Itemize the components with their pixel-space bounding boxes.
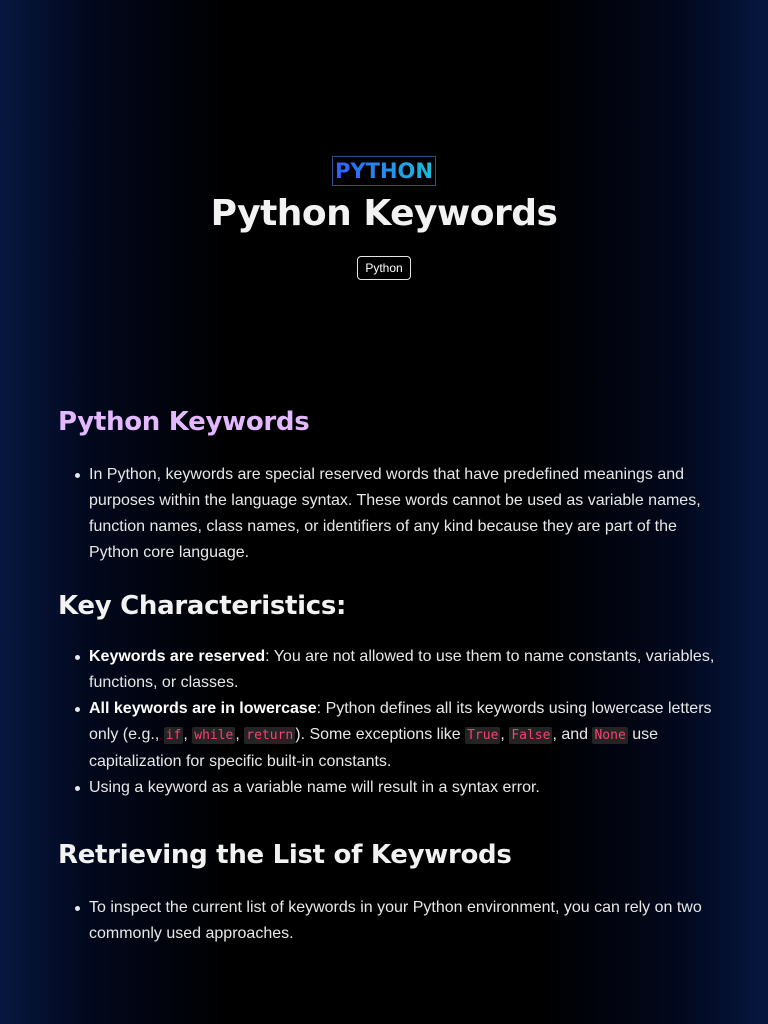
code-keyword-if: if [165, 728, 182, 743]
code-keyword-return: return [246, 728, 294, 743]
list-item [58, 696, 718, 775]
code-keyword-true: True [467, 728, 499, 743]
article-content [58, 404, 718, 947]
separator: , [235, 726, 245, 743]
code-keyword-while: while [194, 728, 234, 743]
list-item-bold: Keywords are reserved [89, 648, 266, 665]
list-item: To inspect the current list of keywords in your Python environment, you can rely on two commonly used approaches. [58, 895, 718, 947]
section-heading-key-characteristics: Key Characteristics: [58, 591, 347, 621]
list-item-text: : Python defines all its keywords using lowercase letters only (e.g., [89, 700, 712, 743]
section-heading-python-keywords: Python Keywords [58, 407, 310, 437]
page-title: Python Keywords [210, 193, 558, 234]
list-item [58, 644, 718, 696]
hero-header [0, 156, 768, 280]
section-list-intro [58, 462, 718, 566]
list-item: In Python, keywords are special reserved words that have predefined meanings and purposes within the language syntax. These words cannot be used as variable names, function names, class names, or identifiers of any kind because they are part of the Python core language. [58, 462, 718, 566]
list-item-text: ). Some exceptions like [295, 726, 466, 743]
section-list-characteristics [58, 644, 718, 801]
list-item-bold: All keywords are in lowercase [89, 700, 317, 717]
list-item: Using a keyword as a variable name will result in a syntax error. [58, 775, 718, 801]
separator: , [183, 726, 193, 743]
list-item-text: , and [552, 726, 593, 743]
code-keyword-false: False [511, 728, 551, 743]
section-heading-retrieving-list: Retrieving the List of Keywrods [58, 840, 512, 870]
section-list-retrieving [58, 895, 718, 947]
tag-badge[interactable]: Python [357, 256, 410, 280]
list-item-text: : You are not allowed to use them to name constants, variables, functions, or classes. [89, 648, 715, 691]
category-eyebrow: PYTHON [332, 156, 436, 186]
separator: , [500, 726, 510, 743]
list-item-text: use capitalization for specific built-in constants. [89, 726, 659, 770]
code-keyword-none: None [594, 728, 626, 743]
